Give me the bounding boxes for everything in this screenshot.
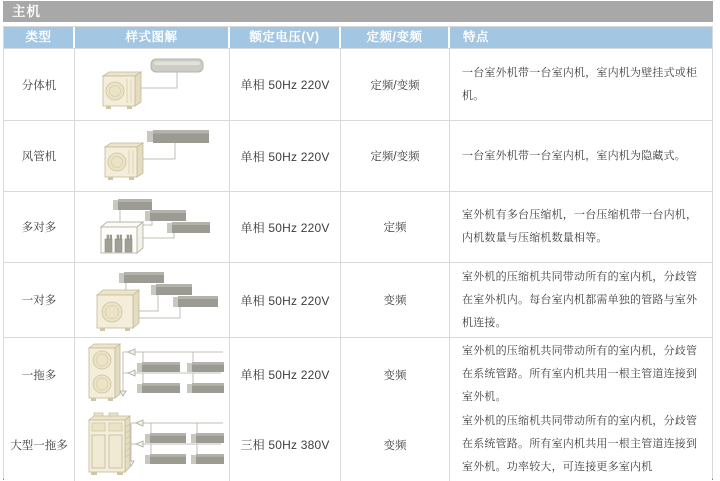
table-row (4, 191, 712, 262)
table-header-row (4, 27, 712, 48)
frequency-cell: 变频 (341, 338, 450, 411)
type-cell: 大型一拖多 (4, 408, 75, 481)
section-title: 主机 (12, 4, 41, 19)
duct-type-illustration (77, 123, 227, 189)
type-cell: 多对多 (4, 192, 75, 262)
frequency-cell: 定频/变频 (341, 121, 450, 191)
features-cell: 室外机的压缩机共同带动所有的室内机，分歧管在室外机内。每台室内机都需单独的管路与室外机连接。 (450, 263, 712, 337)
features-cell: 一台室外机带一台室内机，室内机为壁挂式或柜机。 (450, 49, 712, 120)
illustration-cell (75, 192, 230, 262)
table-row (4, 407, 712, 478)
voltage-cell: 单相 50Hz 220V (230, 192, 341, 262)
frequency-cell: 变频 (341, 408, 450, 481)
illustration-cell (75, 49, 230, 120)
type-cell: 分体机 (4, 49, 75, 120)
table-row (4, 48, 712, 120)
header-type: 类型 (4, 27, 75, 48)
illustration-cell (75, 121, 230, 191)
large-one-drag-multi-illustration (77, 411, 227, 479)
header-illustration: 样式图解 (75, 27, 230, 48)
frequency-cell: 定频/变频 (341, 49, 450, 120)
features-cell: 一台室外机带一台室内机，室内机为隐藏式。 (450, 121, 712, 191)
type-cell: 一对多 (4, 263, 75, 337)
voltage-cell: 三相 50Hz 380V (230, 408, 341, 481)
illustration-cell (75, 263, 230, 337)
type-cell: 风管机 (4, 121, 75, 191)
table-row (4, 120, 712, 191)
one-drag-multi-illustration (77, 342, 227, 408)
features-cell: 室外机的压缩机共同带动所有的室内机，分歧管在系统管路。所有室内机共用一根主管道连接到室外机。功率较大，可连接更多室内机 (450, 408, 712, 481)
one-to-multi-illustration (77, 265, 227, 335)
features-cell: 室外机有多台压缩机，一台压缩机带一台内机，内机数量与压缩机数量相等。 (450, 192, 712, 262)
voltage-cell: 单相 50Hz 220V (230, 263, 341, 337)
main-unit-table (3, 26, 713, 480)
multi-to-multi-illustration (77, 194, 227, 260)
split-type-illustration (77, 52, 227, 118)
header-frequency: 定频/变频 (341, 27, 450, 48)
illustration-cell (75, 338, 230, 411)
voltage-cell: 单相 50Hz 220V (230, 121, 341, 191)
table-row (4, 337, 712, 407)
type-cell: 一拖多 (4, 338, 75, 411)
frequency-cell: 变频 (341, 263, 450, 337)
section-title-bar (3, 1, 713, 22)
voltage-cell: 单相 50Hz 220V (230, 49, 341, 120)
illustration-cell (75, 408, 230, 481)
frequency-cell: 定频 (341, 192, 450, 262)
features-cell: 室外机的压缩机共同带动所有的室内机，分歧管在系统管路。所有室内机共用一根主管道连接到室外机。 (450, 338, 712, 411)
voltage-cell: 单相 50Hz 220V (230, 338, 341, 411)
header-voltage: 额定电压(V) (230, 27, 341, 48)
table-row (4, 262, 712, 337)
header-features: 特点 (450, 27, 712, 48)
